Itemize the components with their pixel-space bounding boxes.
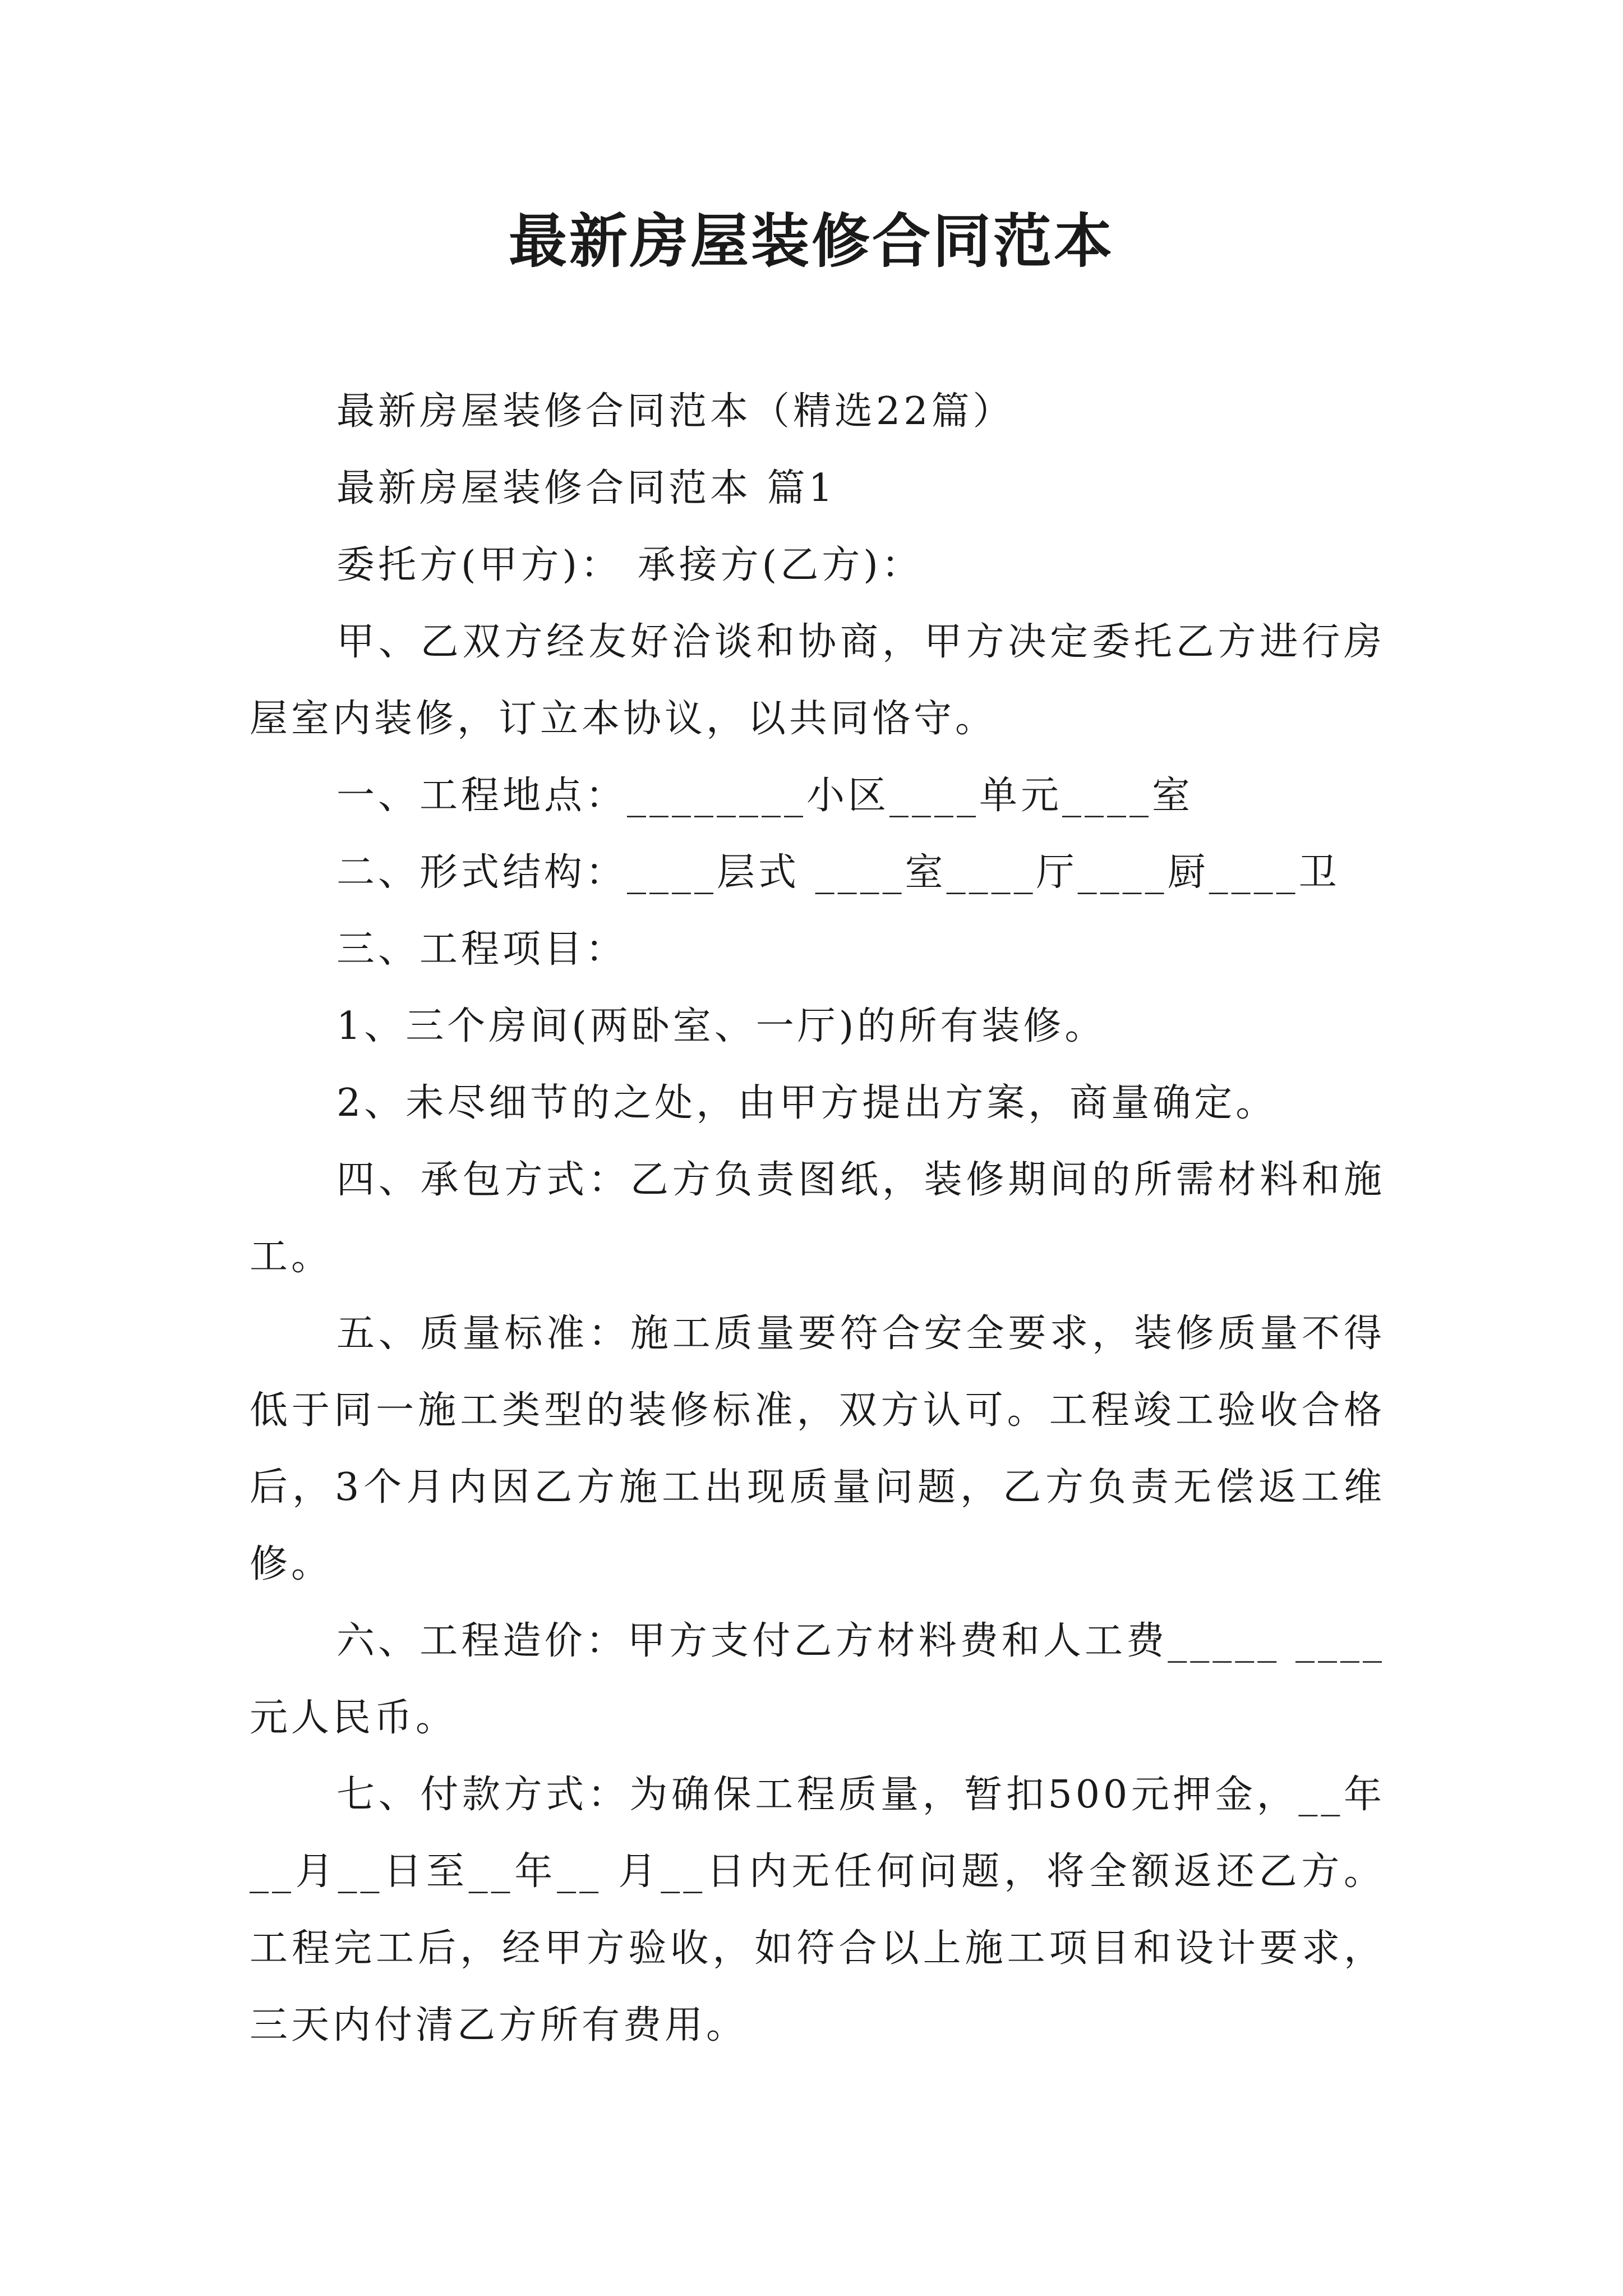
list-item: 1、三个房间(两卧室、一厅)的所有装修。 (336, 1004, 1106, 1048)
list-item: 2、未尽细节的之处，由甲方提出方案，商量确定。 (336, 1081, 1278, 1125)
clause-location: 一、工程地点：________小区____单元____室 (336, 774, 1194, 818)
doc-subtitle: 最新房屋装修合同范本（精选22篇） (336, 389, 1015, 434)
clause-cost: 六、工程造价：甲方支付乙方材料费和人工费_____ ____元人民币。 (250, 1619, 1385, 1740)
document-title: 最新房屋装修合同范本 (508, 206, 1114, 275)
clause-items-heading: 三、工程项目： (336, 927, 628, 972)
paragraph: 甲、乙双方经友好洽谈和协商，甲方决定委托乙方进行房屋室内装修，订立本协议，以共同恪守。 (250, 620, 1385, 741)
clause-payment: 七、付款方式：为确保工程质量，暂扣500元押金，__年__月__日至__年__ 月__日内无任何问题，将全额返还乙方。工程完工后，经甲方验收，如符合以上施工项目和设计要求，三天内付清乙方所有费用。 (250, 1773, 1385, 2047)
clause-quality: 五、质量标准：施工质量要符合安全要求，装修质量不得低于同一施工类型的装修标准，双方认可。工程竣工验收合格后，3个月内因乙方施工出现质量问题，乙方负责无偿返工维修。 (250, 1312, 1385, 1586)
document-body (250, 373, 1385, 2064)
section-heading: 最新房屋装修合同范本 篇1 (336, 466, 836, 510)
parties-line: 委托方(甲方)： 承接方(乙方)： (336, 543, 923, 587)
clause-contract-method: 四、承包方式：乙方负责图纸，装修期间的所需材料和施工。 (250, 1158, 1385, 1279)
clause-structure: 二、形式结构：____层式 ____室____厅____厨____卫 (336, 850, 1340, 895)
